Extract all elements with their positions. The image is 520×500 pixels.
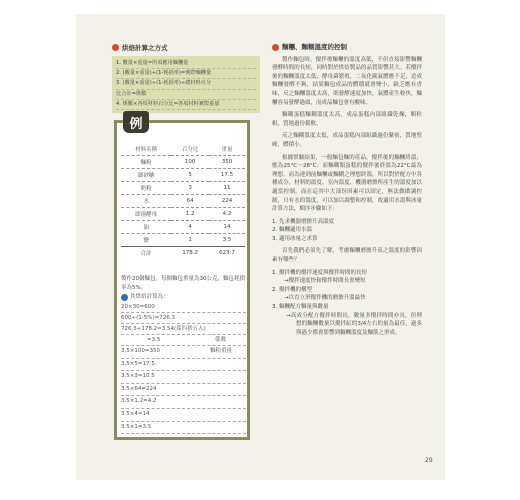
calc-results [121, 346, 246, 434]
formula-line: 比合計=係數 [116, 90, 256, 100]
formula-line: 3. (數量×重量)÷(1-耗損率)÷總材料百分 [116, 79, 256, 89]
formula-line: 4. 係數×各項材料百分比=各項材料實際重量 [116, 100, 256, 110]
formula-line: 2. (數量×重量)÷(1-耗損率)=實際麵糰量 [116, 69, 256, 79]
column-header: 材料名稱 [121, 143, 171, 156]
table-cell: 623.7 [209, 247, 245, 260]
calc-subheading [121, 293, 246, 302]
paragraph: 根據實驗結果，一般麵包麵的產品，攪拌後的麵糰終溫，應為25°C～28°C；而麵糊類蛋糕的攪拌後終溫為22°C最為理想。而為達到前麵糰或麵糊之理想終溫，所以對於配方中各種成分，材料的溫度、室內溫度、機器磨擦所產生的溫度加以適當控制，而在這其中大部份因素可以固定，無法做做調控制，只有水的溫度，可以加以調整和控制，故適用水溫與冰量計算方法，順序步驟如下： [272, 154, 422, 213]
table-cell: 11 [209, 182, 245, 195]
step-item: 2. 麵糰適用水溫 [272, 227, 312, 234]
left-column [112, 43, 260, 113]
calc-line: 726.3÷178.2=3.54(採四捨五入) [121, 324, 246, 335]
paragraph: 首先我們必須先了解，考慮麵糰磨擦升高之溫度的影響因素有哪些？ [272, 248, 422, 264]
column-header: 重量 [209, 143, 245, 156]
flour-expr: 3.5×100=350 [121, 348, 160, 354]
coef-value: =3.5 [147, 337, 161, 343]
factor-item: 3. 麵糰配方麵量與數量 [272, 304, 329, 311]
step-item: 1. 先求機器磨擦升高溫度 [272, 218, 334, 225]
calc-line: 20×30=600 [121, 302, 246, 313]
table-cell: 油 [121, 221, 171, 234]
factor-note: →高成分配方攪拌時間長，數量多攪拌時間亦長，但理想的麵糰數量以攪拌缸的3/4左右的量為最佳，過多與過少都會影響到麵糰溫度及麵筋之形成。 [286, 312, 422, 336]
paragraph: 麵糊蛋糕麵糊溫度太高，成品蛋糕內部組織乾燥，顆粒粗，質地過份鬆軟。 [272, 112, 422, 127]
table-cell: 合計 [121, 247, 171, 260]
paragraph: 反之麵糊溫度太低，成品蛋糕內部組織過份緊密，質地堅硬，體積小。 [272, 133, 422, 148]
page-number: 29 [425, 457, 433, 464]
right-column [272, 43, 422, 337]
table-cell: 鹽 [121, 234, 171, 247]
table-cell: 14 [209, 221, 245, 234]
page-margin [450, 10, 508, 490]
table-cell: 350 [209, 156, 245, 169]
column-header: 百分比 [171, 143, 209, 156]
table-cell: 細砂糖 [121, 169, 171, 182]
section-title: 烘焙計算之方式 [122, 44, 168, 52]
section-heading-baking-calc [112, 43, 260, 52]
factor-note: →以直立形攪拌機的磨擦升溫最快 [284, 295, 366, 302]
table-cell: 奶粉 [121, 182, 171, 195]
section-heading-temperature [272, 43, 422, 52]
table-cell: 5 [171, 169, 209, 182]
step-item: 3. 適用冰量之求算 [272, 235, 318, 242]
table-row [121, 182, 245, 195]
table-cell: 麵粉 [121, 156, 171, 169]
table-header-row [121, 143, 245, 156]
calc-line: 600÷(1-5%)=726.3 [121, 313, 246, 324]
table-cell: 3.5 [209, 234, 245, 247]
table-cell: 178.2 [171, 247, 209, 260]
calc-line: 3.5×5=17.5 [121, 359, 246, 372]
example-badge: 例 [123, 111, 149, 133]
paragraph: 製作麵包時，攪拌後麵糰的溫度高低，不但直接影響麵糰發酵時間的長短，同時對於烘焙製品的品質影響甚大。若攪拌後的麵糰溫度太低，酵母菌繁殖，二氧化碳氣體應不足，造成麵糰發酵不夠，結果麵包成品的體積就會變小，缺乏應有香味，反之麵糰溫度太高，則發酵速度加快，氣體產生較快，麵糰容易發酵過頭，而成品麵包會有酸味。 [272, 56, 422, 106]
section-bullet-icon [272, 44, 279, 51]
table-total-row [121, 247, 245, 260]
flour-label: 麵粉重量 [209, 348, 232, 354]
table-cell: 17.5 [209, 169, 245, 182]
calc-line: 3.5×4=14 [121, 409, 246, 422]
table-cell: 4.2 [209, 208, 245, 221]
formula-box [112, 56, 260, 113]
coef-label: 係數 [214, 337, 226, 343]
table-cell: 100 [171, 156, 209, 169]
table-cell: 1 [171, 234, 209, 247]
factor-item: 2. 攪拌機的構型 [272, 286, 312, 293]
table-cell: 即溶酵母 [121, 208, 171, 221]
table-cell: 水 [121, 195, 171, 208]
table-row [121, 195, 245, 208]
calc-heading: 其烘焙計算為： [130, 294, 169, 300]
ingredient-table [121, 143, 245, 259]
table-cell: 4 [171, 221, 209, 234]
formula-line: 1. 數量×重量=所須應用麵糰量 [116, 59, 256, 69]
calc-line: 3.5×1=3.5 [121, 422, 246, 435]
calc-line: 3.5×1.2=4.2 [121, 396, 246, 409]
section-title: 麵糰、麵糊溫度的控制 [282, 43, 347, 51]
table-row [121, 156, 245, 169]
table-cell: 1.2 [171, 208, 209, 221]
factor-note: →攪拌速度快和攪拌時間長會變短 [284, 278, 366, 285]
example-text: 製作20個麵包，每個麵包重量為30公克，麵包耗損率為5%。 [121, 276, 245, 291]
calc-line-flour [121, 346, 246, 359]
section-bullet-icon [112, 44, 119, 51]
table-row [121, 169, 245, 182]
calc-line: 3.5×64=224 [121, 384, 246, 397]
calculator-icon [121, 294, 128, 301]
calc-lines [121, 302, 246, 346]
calc-line: 3.5×3=10.5 [121, 371, 246, 384]
table-cell: 3 [171, 182, 209, 195]
example-description [121, 275, 246, 302]
calc-line-coef [121, 335, 246, 346]
table-row [121, 234, 245, 247]
table-row [121, 208, 245, 221]
table-cell: 224 [209, 195, 245, 208]
table-row [121, 221, 245, 234]
factor-item: 1. 攪拌機的攪拌速度與攪拌時間的長短 [272, 269, 367, 276]
table-cell: 64 [171, 195, 209, 208]
